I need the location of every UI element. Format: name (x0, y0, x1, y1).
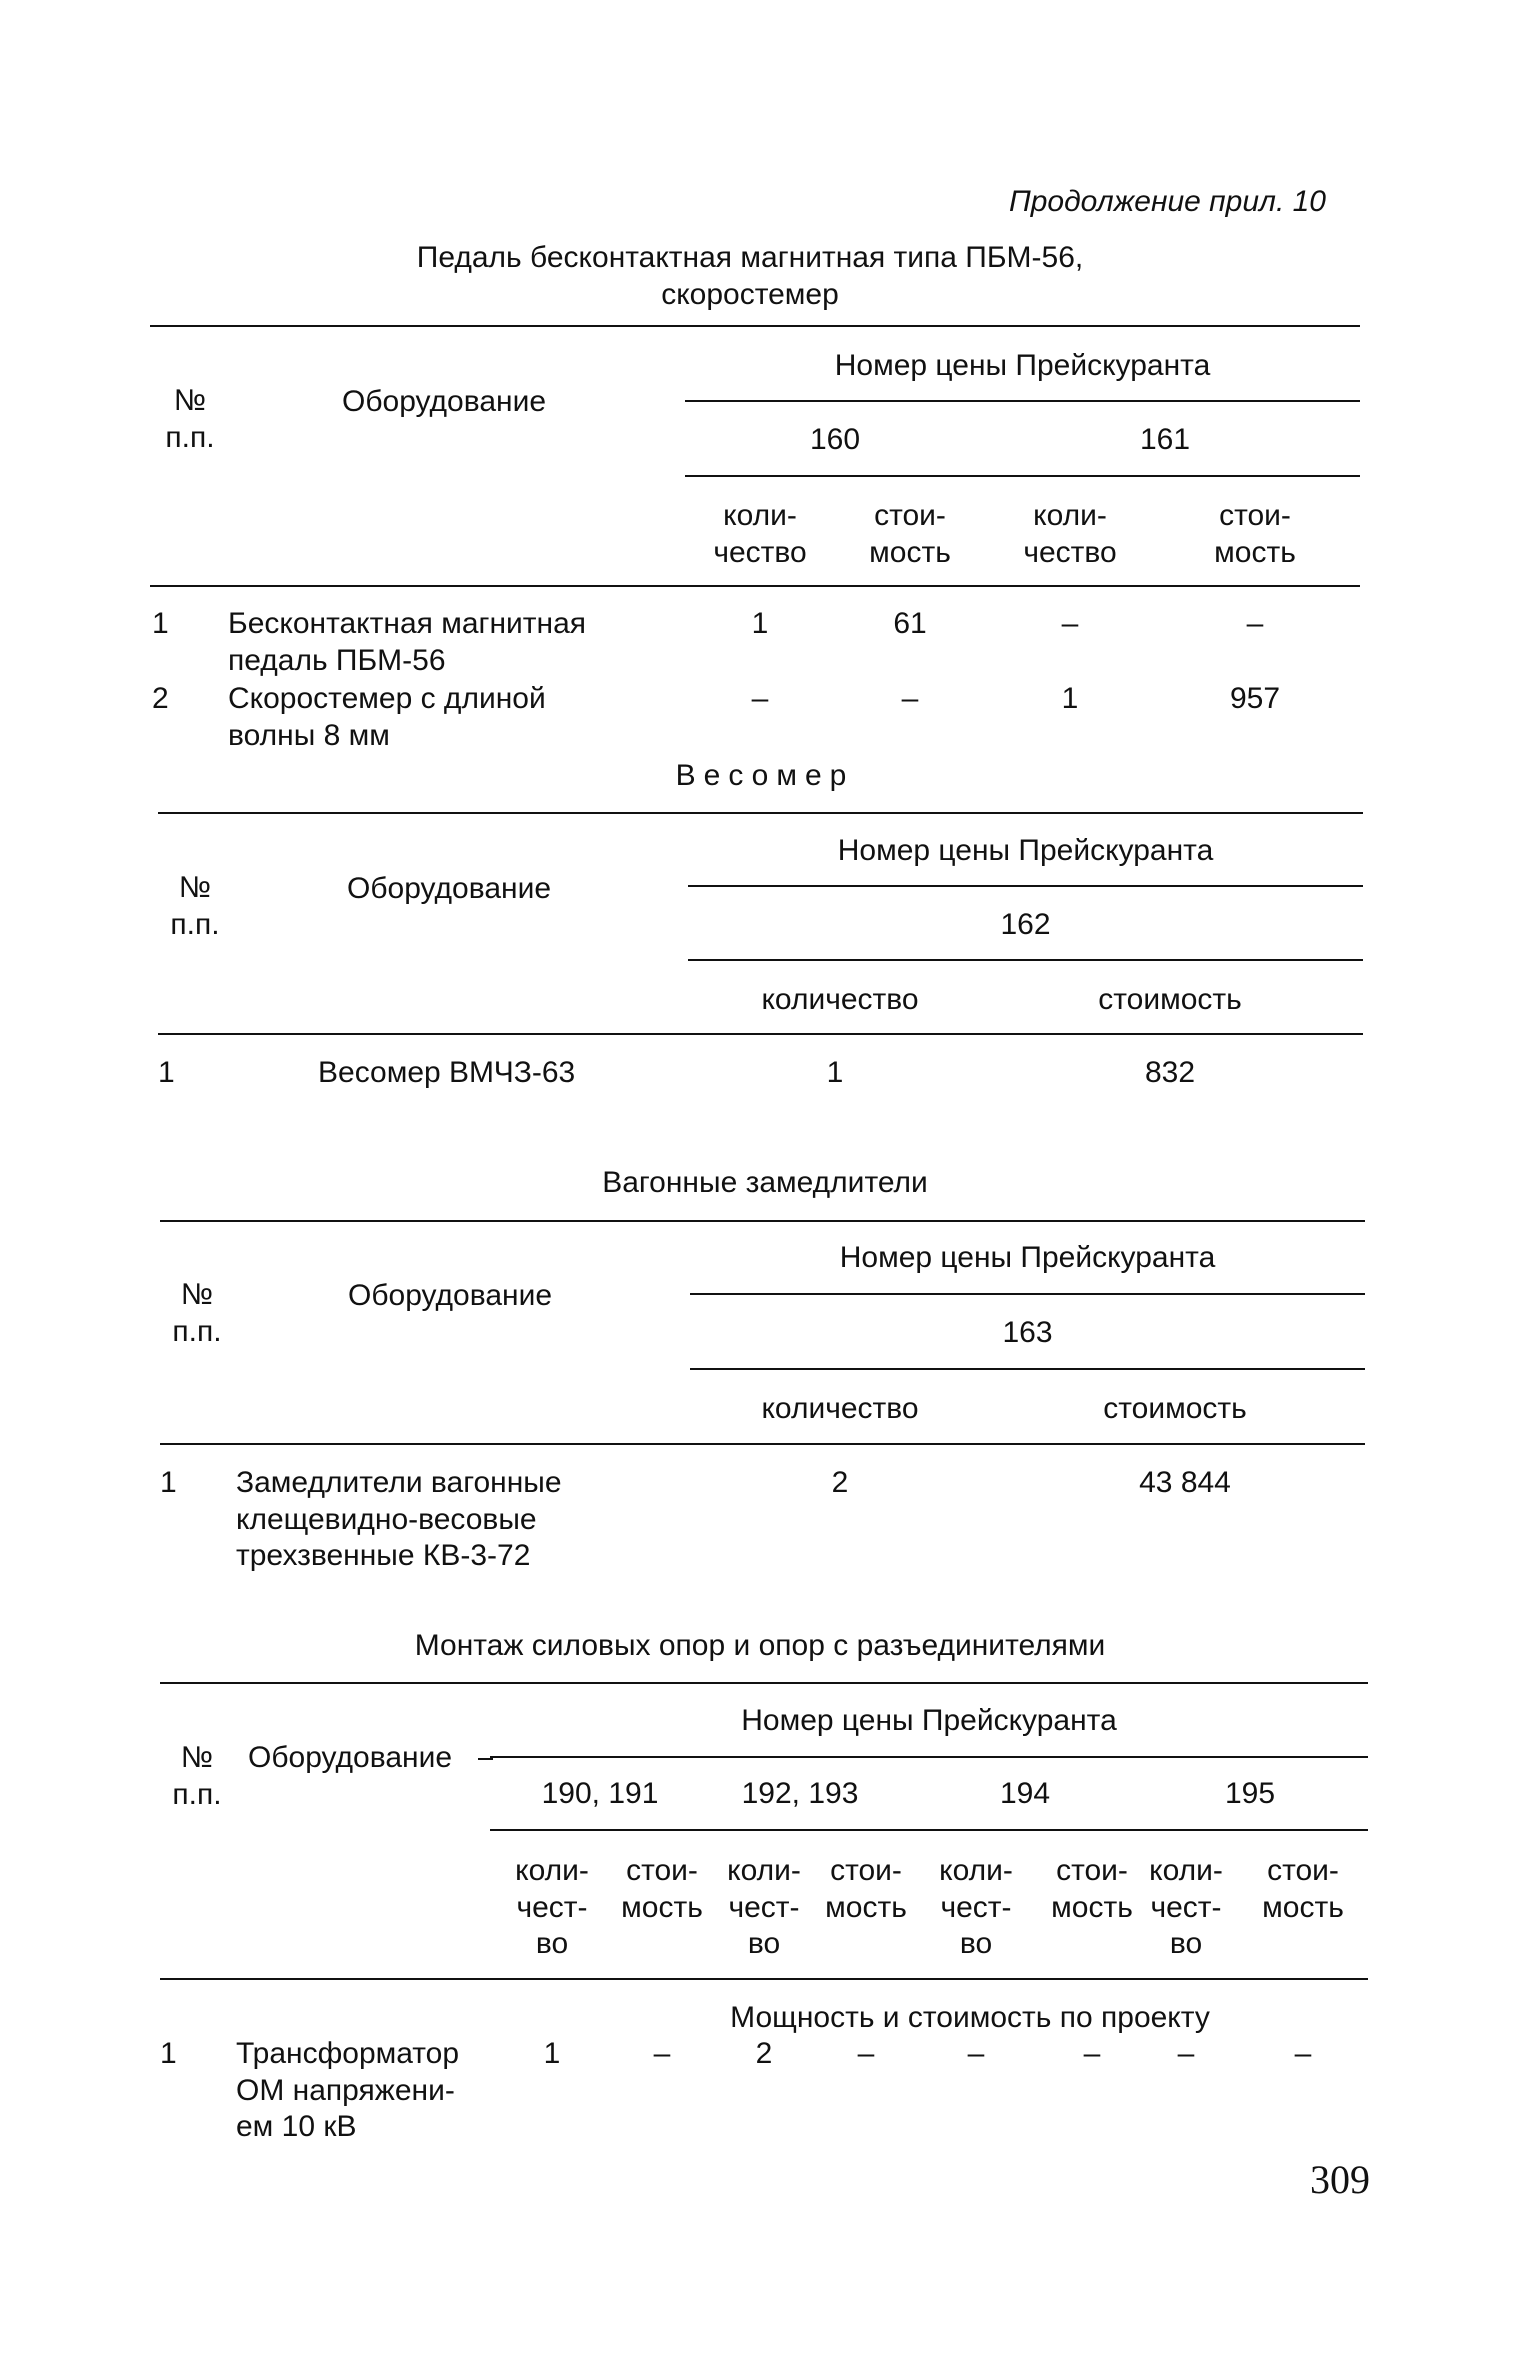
table1-row1-v3: – (1061, 607, 1079, 640)
table1-row2-v2: – (901, 682, 919, 715)
table4-sub-qty-2: коли- чест- во (727, 1854, 801, 1961)
table2-header-rule-2 (688, 959, 1363, 961)
table2-sub-qty: количество (761, 983, 919, 1016)
table4-sub-cost-4: стои- мость (1262, 1854, 1344, 1924)
table3-row1-v2: 43 844 (1139, 1466, 1231, 1499)
table1-row1-no: 1 (152, 607, 169, 640)
table4-row1-v5: – (967, 2037, 985, 2070)
table1-header-rule-1 (685, 400, 1360, 402)
table4-note: Мощность и стоимость по проекту (730, 2001, 1210, 2034)
table1-price-160: 160 (809, 423, 861, 456)
table1-top-rule (150, 325, 1360, 327)
table4-sub-qty-1: коли- чест- во (515, 1854, 589, 1961)
table1-row2-v1: – (751, 682, 769, 715)
page-number: 309 (1310, 2157, 1370, 2202)
table4-price-192-193: 192, 193 (741, 1777, 859, 1810)
table4-sub-cost-1: стои- мость (621, 1854, 703, 1924)
table2-header-rule-1 (688, 885, 1363, 887)
table2-row1-no: 1 (158, 1056, 175, 1089)
table1-sub-cost-2: стои- мость (1214, 499, 1296, 569)
table1-row1-v4: – (1246, 607, 1264, 640)
table4-row1-name: Трансформатор ОМ напряжени- ем 10 кВ (236, 2037, 460, 2144)
table4-sub-cost-2: стои- мость (825, 1854, 907, 1924)
table4-row1-v1: 1 (543, 2037, 561, 2070)
table3-row1-v1: 2 (831, 1466, 849, 1499)
table4-top-rule (160, 1682, 1368, 1684)
table3-header-rule-1 (690, 1293, 1365, 1295)
table1-row1-v2: 61 (893, 607, 927, 640)
table1-row2-v4: 957 (1229, 682, 1281, 715)
table4-price-header: Номер цены Прейскуранта (741, 1704, 1117, 1737)
table2-price-header: Номер цены Прейскуранта (837, 834, 1214, 867)
table1-price-161: 161 (1139, 423, 1191, 456)
table1-header-rule-2 (685, 475, 1360, 477)
table3-col-no: № п.п. (172, 1278, 222, 1348)
table2-top-rule (158, 812, 1363, 814)
table2-row1-name: Весомер ВМЧЗ-63 (318, 1056, 576, 1089)
table2-row1-v1: 1 (826, 1056, 844, 1089)
table1-body-rule (150, 585, 1360, 587)
table4-sub-qty-4: коли- чест- во (1149, 1854, 1223, 1961)
table4-row1-v8: – (1294, 2037, 1312, 2070)
table2-price-162: 162 (1000, 908, 1051, 941)
table2-title: Весомер (675, 759, 855, 792)
table3-row1-no: 1 (160, 1466, 177, 1499)
table3-sub-qty: количество (761, 1392, 919, 1425)
table4-row1-v7: – (1177, 2037, 1195, 2070)
table1-sub-cost-1: стои- мость (869, 499, 951, 569)
table1-row1-v1: 1 (751, 607, 769, 640)
table3-title: Вагонные замедлители (602, 1166, 928, 1199)
table1-row1-name: Бесконтактная магнитная педаль ПБМ-56 (228, 607, 587, 677)
table3-col-equipment: Оборудование (348, 1279, 553, 1312)
table4-row1-no: 1 (160, 2037, 177, 2070)
table3-header-rule-2 (690, 1368, 1365, 1370)
table1-row2-no: 2 (152, 682, 169, 715)
table4-title: Монтаж силовых опор и опор с разъединителями (414, 1629, 1106, 1662)
table1-price-header: Номер цены Прейскуранта (834, 349, 1211, 382)
table3-sub-cost: стоимость (1103, 1392, 1247, 1425)
table3-top-rule (160, 1220, 1365, 1222)
table2-row1-v2: 832 (1144, 1056, 1196, 1089)
table4-header-rule-2 (490, 1829, 1368, 1831)
table2-sub-cost: стоимость (1098, 983, 1242, 1016)
table3-price-163: 163 (1002, 1316, 1053, 1349)
table3-price-header: Номер цены Прейскуранта (839, 1241, 1216, 1274)
table4-row1-v2: – (653, 2037, 671, 2070)
table4-body-rule (160, 1978, 1368, 1980)
table2-col-equipment: Оборудование (347, 872, 552, 905)
table3-body-rule (160, 1443, 1365, 1445)
table4-price-195: 195 (1224, 1777, 1276, 1810)
table4-sub-cost-3: стои- мость (1051, 1854, 1133, 1924)
table1-row2-name: Скоростемер с длиной волны 8 мм (228, 682, 546, 752)
table4-row1-v3: 2 (755, 2037, 773, 2070)
table4-col-no: № п.п. (172, 1741, 222, 1811)
table2-col-no: № п.п. (170, 871, 220, 941)
table4-sub-qty-3: коли- чест- во (939, 1854, 1013, 1961)
continuation-note: Продолжение прил. 10 (1008, 185, 1326, 218)
table4-equipment-leader (478, 1758, 493, 1760)
table1-sub-qty-2: коли- чество (1023, 499, 1117, 569)
table4-price-194: 194 (999, 1777, 1051, 1810)
table4-header-rule-1 (490, 1756, 1368, 1758)
table4-row1-v4: – (857, 2037, 875, 2070)
table4-price-190-191: 190, 191 (541, 1777, 659, 1810)
table1-row2-v3: 1 (1061, 682, 1079, 715)
table3-row1-name: Замедлители вагонные клещевидно-весовые трехзвенные КВ-3-72 (236, 1466, 562, 1573)
table1-col-no: № п.п. (165, 384, 215, 454)
table1-title: Педаль бесконтактная магнитная типа ПБМ-56, скоростемер (416, 241, 1084, 311)
table4-col-equipment: Оборудование (248, 1741, 453, 1774)
table2-body-rule (158, 1033, 1363, 1035)
table1-col-equipment: Оборудование (342, 385, 547, 418)
table4-row1-v6: – (1083, 2037, 1101, 2070)
table1-sub-qty-1: коли- чество (713, 499, 807, 569)
